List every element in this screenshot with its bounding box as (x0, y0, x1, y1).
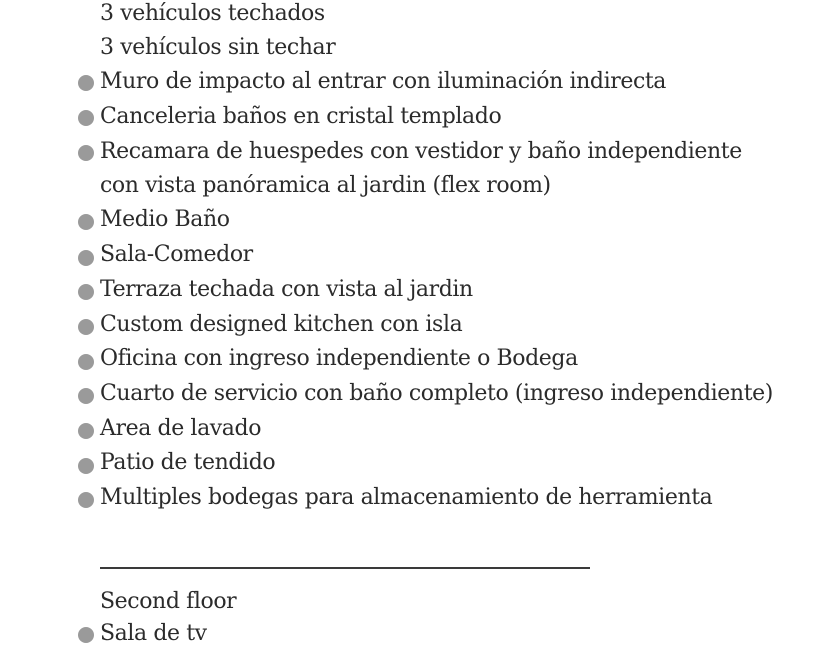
bullet-icon (78, 250, 94, 266)
bullet-icon (78, 75, 94, 91)
list-item: Cuarto de servicio con baño completo (ingreso independiente) (100, 381, 773, 406)
bullet-icon (78, 627, 94, 643)
list-item: Area de lavado (100, 416, 262, 441)
pre-item-covered-parking: 3 vehículos techados (100, 1, 325, 26)
bullet-icon (78, 492, 94, 508)
bullet-icon (78, 145, 94, 161)
bullet-icon (78, 319, 94, 335)
bullet-icon (78, 354, 94, 370)
list-item: Sala-Comedor (100, 242, 253, 267)
list-item: Terraza techada con vista al jardin (100, 277, 473, 302)
bullet-icon (78, 284, 94, 300)
section-divider (100, 567, 590, 569)
bullet-icon (78, 110, 94, 126)
bullet-icon (78, 458, 94, 474)
list-item: Custom designed kitchen con isla (100, 312, 463, 337)
list-item-partial: Sala de tv (100, 621, 207, 646)
list-item: Canceleria baños en cristal templado (100, 104, 502, 129)
list-item: Muro de impacto al entrar con iluminación indirecta (100, 69, 667, 94)
list-item: Medio Baño (100, 207, 230, 232)
bullet-icon (78, 388, 94, 404)
list-item: Recamara de huespedes con vestidor y baño independiente (100, 139, 742, 164)
list-item: Patio de tendido (100, 450, 276, 475)
section-heading-second-floor: Second floor (100, 589, 237, 614)
bullet-icon (78, 214, 94, 230)
list-item-continuation: con vista panóramica al jardin (flex room) (100, 173, 551, 198)
bullet-icon (78, 423, 94, 439)
pre-item-uncovered-parking: 3 vehículos sin techar (100, 35, 336, 60)
list-item: Oficina con ingreso independiente o Bodega (100, 346, 578, 371)
list-item: Multiples bodegas para almacenamiento de herramienta (100, 485, 713, 510)
